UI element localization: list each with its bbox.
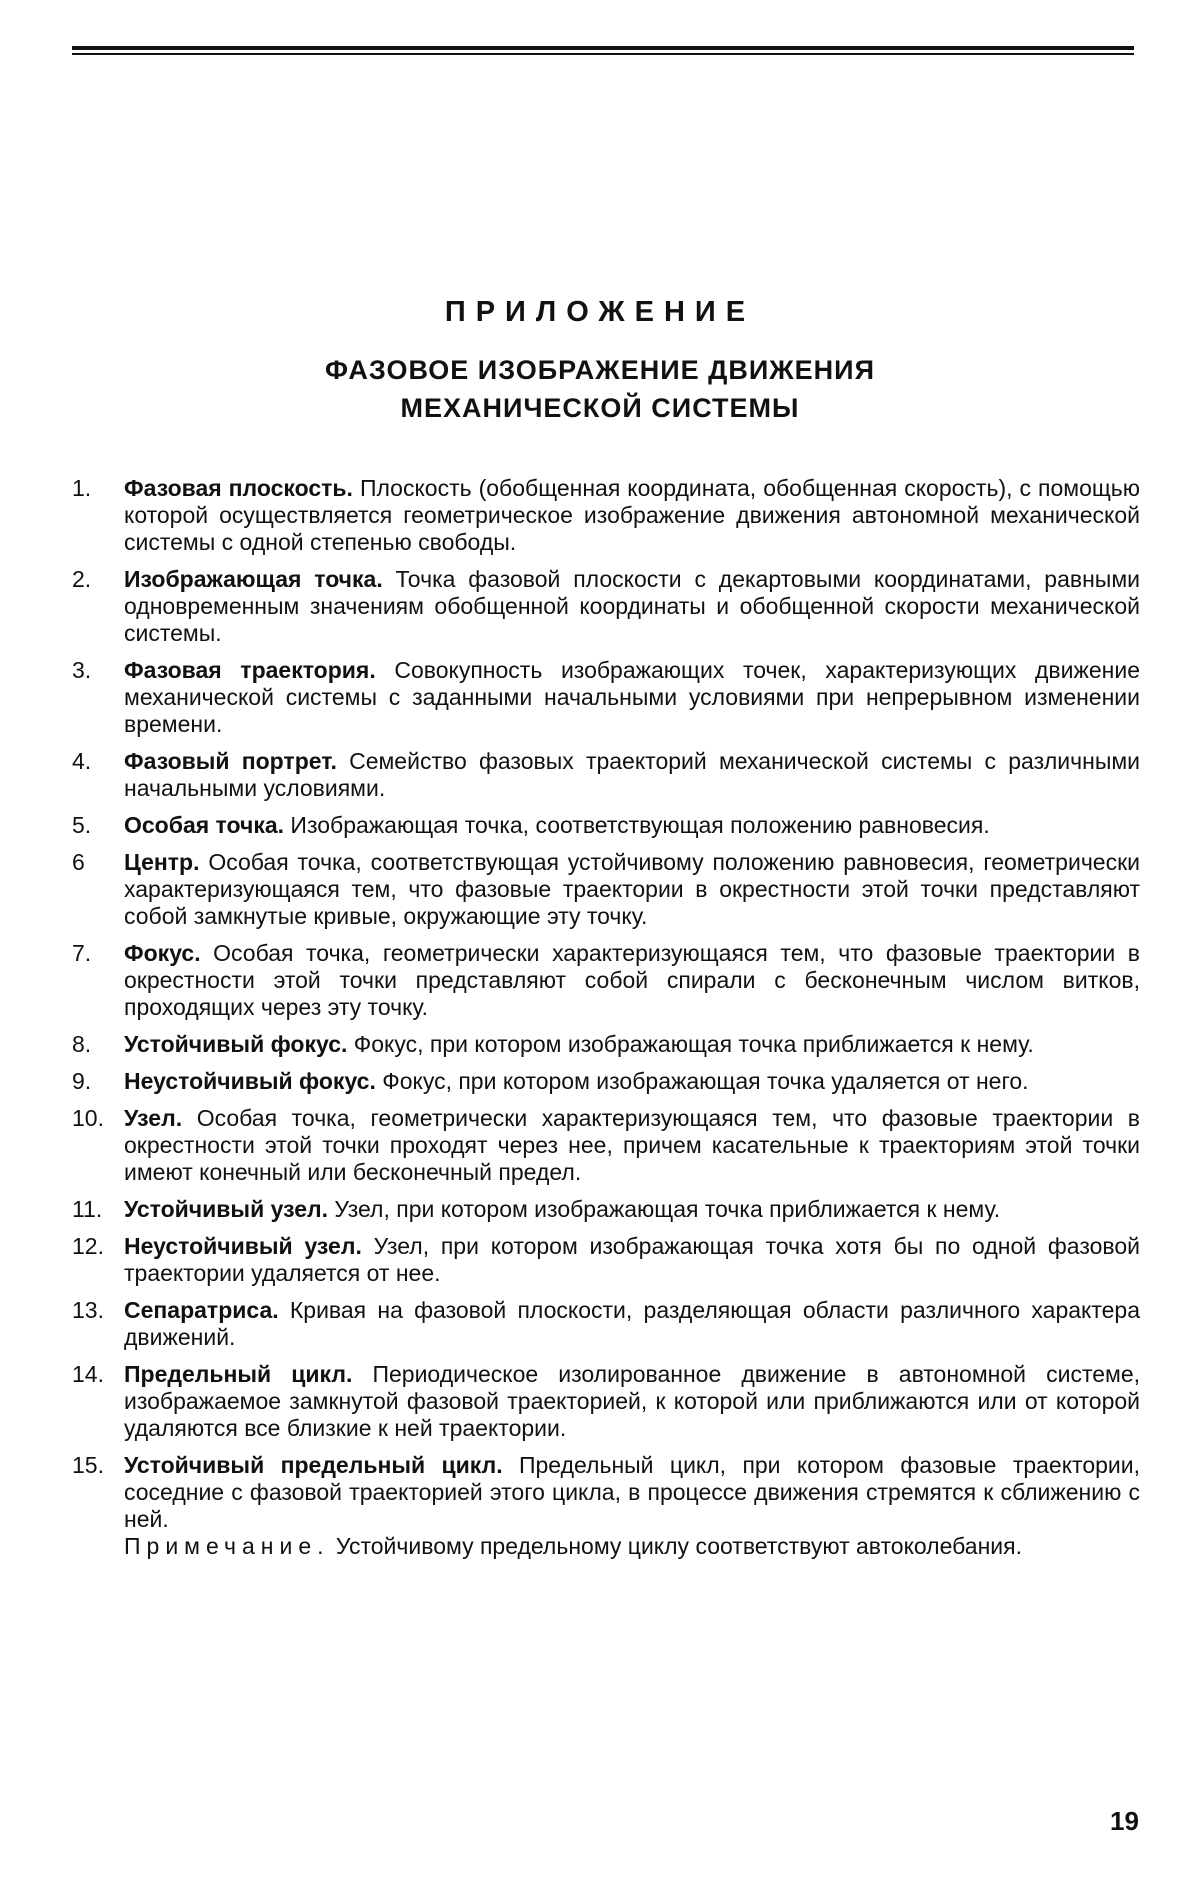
definition-term: Предельный цикл. [124,1361,352,1387]
definition-number: 9. [72,1068,124,1095]
definition-term: Изображающая точка. [124,566,383,592]
definition-number: 4. [72,748,124,802]
definition-item [72,1196,1140,1223]
definition-item [72,940,1140,1021]
definition-text: Особая точка, геометрически характеризующаяся тем, что фазовые траектории в окрестности этой точки представляют собой спирали с бесконечным числом витков, проходящих через эту точку. [124,940,1140,1020]
definition-item [72,748,1140,802]
definition-body [124,1196,1140,1223]
page-number: 19 [1110,1806,1139,1837]
definition-term: Устойчивый предельный цикл. [124,1452,503,1478]
definition-body [124,1233,1140,1287]
definition-term: Фокус. [124,940,201,966]
definition-term: Фазовая плоскость. [124,475,353,501]
definition-text: Семейство фазовых траекторий механической системы с различными начальными условиями. [124,748,1140,801]
definition-body [124,566,1140,647]
definition-body [124,1297,1140,1351]
definition-body [124,1452,1140,1560]
definition-text: Узел, при котором изображающая точка хотя бы по одной фазовой траектории удаляется от нее. [124,1233,1140,1286]
definition-body [124,657,1140,738]
definition-item [72,475,1140,556]
definition-body [124,1105,1140,1186]
definition-item [72,1452,1140,1560]
definition-item [72,566,1140,647]
definition-number: 6 [72,849,124,930]
definition-item [72,1297,1140,1351]
definition-term: Устойчивый фокус. [124,1031,347,1057]
definition-body [124,812,1140,839]
definition-text: Совокупность изображающих точек, характеризующих движение механической системы с заданными начальными условиями при непрерывном изменении времени. [124,657,1140,737]
definition-body [124,475,1140,556]
definition-term: Устойчивый узел. [124,1196,328,1222]
definition-term: Особая точка. [124,812,284,838]
definition-text: Изображающая точка, соответствующая положению равновесия. [290,812,989,838]
definition-number: 8. [72,1031,124,1058]
note-label: Примечание. [124,1533,330,1559]
definitions-list [72,475,1140,1570]
definition-body [124,748,1140,802]
definition-item [72,812,1140,839]
note-text: Устойчивому предельному циклу соответствуют автоколебания. [336,1533,1022,1559]
definition-term: Узел. [124,1105,182,1131]
definition-item [72,657,1140,738]
definition-body [124,940,1140,1021]
definition-body [124,1031,1140,1058]
definition-body [124,1361,1140,1442]
definition-body [124,849,1140,930]
definition-number: 14. [72,1361,124,1442]
definition-number: 12. [72,1233,124,1287]
definition-term: Сепаратриса. [124,1297,279,1323]
definition-text: Плоскость (обобщенная координата, обобщенная скорость), с помощью которой осуществляется геометрическое изображение движения автономной механической системы с одной степенью свободы. [124,475,1140,555]
definition-text: Особая точка, соответствующая устойчивому положению равновесия, геометрически характеризующаяся тем, что фазовые траектории в окрестности этой точки представляют собой замкнутые кривые, окружающие эту точку. [124,849,1140,929]
definition-item [72,1233,1140,1287]
definition-number: 1. [72,475,124,556]
definition-text: Особая точка, геометрически характеризующаяся тем, что фазовые траектории в окрестности этой точки проходят через нее, причем касательные к траекториям этой точки имеют конечный или бесконечный предел. [124,1105,1140,1185]
definition-term: Неустойчивый фокус. [124,1068,376,1094]
definition-number: 11. [72,1196,124,1223]
definition-item [72,849,1140,930]
definition-number: 15. [72,1452,124,1560]
definition-number: 2. [72,566,124,647]
definition-number: 3. [72,657,124,738]
definition-term: Центр. [124,849,199,875]
top-rule-thin [72,53,1134,55]
definition-item [72,1361,1140,1442]
appendix-heading [0,296,1200,427]
definition-text: Предельный цикл, при котором фазовые траектории, соседние с фазовой траекторией этого цикла, в процессе движения стремятся к сближению с ней. [124,1452,1140,1532]
definition-text: Кривая на фазовой плоскости, разделяющая области различного характера движений. [124,1297,1140,1350]
definition-term: Неустойчивый узел. [124,1233,362,1259]
definition-number: 7. [72,940,124,1021]
definition-number: 5. [72,812,124,839]
definition-text: Фокус, при котором изображающая точка приближается к нему. [354,1031,1034,1057]
appendix-title-line-2: МЕХАНИЧЕСКОЙ СИСТЕМЫ [0,389,1200,427]
definition-item [72,1068,1140,1095]
definition-item [72,1105,1140,1186]
definition-text: Периодическое изолированное движение в автономной системе, изображаемое замкнутой фазовой траекторией, к которой или приближаются или от которой удаляются все близкие к ней траектории. [124,1361,1140,1441]
definition-text: Точка фазовой плоскости с декартовыми координатами, равными одновременным значениям обобщенной координаты и обобщенной скорости механической системы. [124,566,1140,646]
definition-item [72,1031,1140,1058]
definition-number: 13. [72,1297,124,1351]
definition-text: Узел, при котором изображающая точка приближается к нему. [334,1196,1000,1222]
appendix-label: ПРИЛОЖЕНИЕ [0,296,1200,329]
appendix-title-line-1: ФАЗОВОЕ ИЗОБРАЖЕНИЕ ДВИЖЕНИЯ [0,351,1200,389]
definition-text: Фокус, при котором изображающая точка удаляется от него. [382,1068,1028,1094]
definition-number: 10. [72,1105,124,1186]
definition-term: Фазовый портрет. [124,748,337,774]
top-rule [72,46,1134,50]
definition-term: Фазовая траектория. [124,657,376,683]
definition-body [124,1068,1140,1095]
